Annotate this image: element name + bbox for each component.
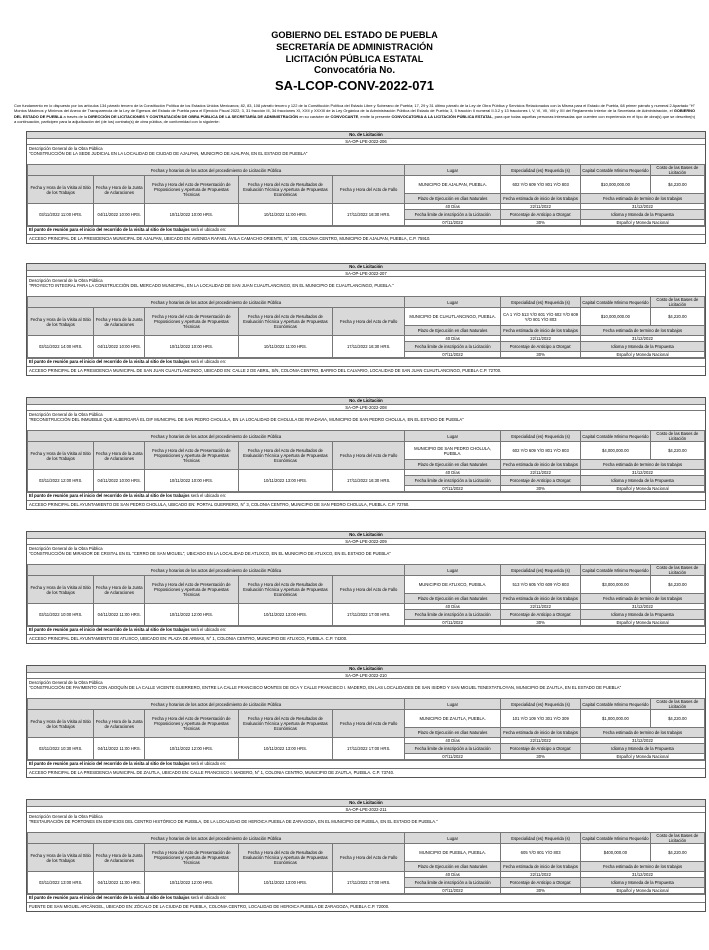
col-especialidad: Especialidad (es) Requerida (s) xyxy=(501,565,581,576)
fallo-value: 17/11/2022 16:30 HRS. xyxy=(333,470,405,492)
lugar-value: MUNICIPIO DE SAN PEDRO CHOLULA, PUEBLA. xyxy=(405,442,501,460)
fallo-value: 17/11/2022 16:30 HRS. xyxy=(333,204,405,226)
tender-table xyxy=(27,164,705,226)
col-costo: Costo de las Bases de Licitación xyxy=(650,833,704,844)
col-especialidad: Especialidad (es) Requerida (s) xyxy=(501,699,581,710)
limite-value: 07/11/2022 xyxy=(405,220,501,226)
description-label: Descripción General de la Obra Pública xyxy=(29,146,103,151)
anticipo-value: 30% xyxy=(501,888,581,894)
plazo-value: 40 Días xyxy=(405,738,501,744)
col-presentacion: Fecha y Hora del Acto de Presentación de Proposiciones y Apertura de Propuestas Técnicas xyxy=(145,710,238,738)
col-termino: Fecha estimada de termino de los trabajos xyxy=(581,194,705,204)
especialidad-value: 513 Y/O 605 Y/O 609 Y/O 803 xyxy=(501,576,581,594)
col-presentacion: Fecha y Hora del Acto de Presentación de Proposiciones y Apertura de Propuestas Técnicas xyxy=(145,442,238,470)
col-visita: Fecha y Hora de la Visita al Sitio de los Trabajos xyxy=(28,176,94,204)
lugar-value: MUNICIPIO DE ATLIXCO, PUEBLA. xyxy=(405,576,501,594)
col-idioma: Idioma y Moneda de la Propuesta xyxy=(581,476,705,486)
visita-value: 03/11/2022 10:30 HRS. xyxy=(28,738,94,760)
col-costo: Costo de las Bases de Licitación xyxy=(650,165,704,176)
header-call-label: Convocatória No. xyxy=(313,65,396,76)
col-idioma: Idioma y Moneda de la Propuesta xyxy=(581,210,705,220)
col-limite: Fecha limite de inscripción a la Licitación xyxy=(405,878,501,888)
col-anticipo: Porcentaje de Anticipo a Otorgar: xyxy=(501,342,581,352)
costo-value: $4,220.00 xyxy=(650,576,704,594)
presentacion-value: 10/11/2022 10:00 HRS. xyxy=(145,470,238,492)
col-costo: Costo de las Bases de Licitación xyxy=(650,297,704,308)
col-anticipo: Porcentaje de Anticipo a Otorgar: xyxy=(501,878,581,888)
meeting-point-label: El punto de reunión para el inicio del recorrido de la visita al sitio de los trabajos será el ubicado en: xyxy=(27,626,705,634)
col-termino: Fecha estimada de termino de los trabajos xyxy=(581,862,705,872)
visita-value: 03/11/2022 11:00 HRS. xyxy=(28,204,94,226)
termino-value: 31/12/2022 xyxy=(581,738,705,744)
col-costo: Costo de las Bases de Licitación xyxy=(650,565,704,576)
col-plazo: Plazo de Ejecución en días Naturales xyxy=(405,194,501,204)
meeting-point-address: ACCESO PRINCIPAL DE LA PRESIDENCIA MUNICIPAL DE ZAUTLA, UBICADO EN: CALLE FRANCISCO I. MADERO, N° 1, COLONIA CENTRO, MUNICIPIO DE ZAUTLA, PUEBLA. C.P. 73740. xyxy=(27,768,705,777)
description-text: "RESTAURACIÓN DE PORTONES EN EDIFICIOS DEL CENTRO HISTÓRICO DE PUEBLA, DE LA LOCALIDAD DE HEROICA PUEBLA DE ZARAGOZA, EN EL MUNICIPIO DE PUEBLA, EN EL ESTADO DE PUEBLA." xyxy=(29,819,438,824)
col-junta: Fecha y Hora de la Junta de Aclaraciones xyxy=(94,710,145,738)
limite-value: 07/11/2022 xyxy=(405,352,501,358)
anticipo-value: 30% xyxy=(501,754,581,760)
junta-value: 04/11/2022 11:00 HRS. xyxy=(94,872,145,894)
col-lugar: Lugar xyxy=(405,165,501,176)
presentacion-value: 10/11/2022 12:00 HRS. xyxy=(145,872,238,894)
meeting-point-address: ACCESO PRINCIPAL DE LA PRESIDENCIA MUNICIPAL DE SAN JUAN CUAUTLANCINGO, UBICADO EN: CALLE 2 DE ABRIL, S/N, COLONIA CENTRO, BARRIO DEL CALVARIO, LOCALIDAD DE SAN JUAN CUAUTLANCINGO, PUEBLA C.P. 72700. xyxy=(27,366,705,375)
col-plazo: Plazo de Ejecución en días Naturales xyxy=(405,460,501,470)
col-lugar: Lugar xyxy=(405,431,501,442)
plazo-value: 40 Días xyxy=(405,336,501,342)
col-capital: Capital Contable Mínimo Requerido xyxy=(581,833,651,844)
termino-value: 31/12/2022 xyxy=(581,470,705,476)
schedule-header: Fechas y horarios de los actos del procedimiento de Licitación Pública xyxy=(28,565,405,576)
col-inicio: Fecha estimada de inicio de los trabajos xyxy=(501,460,581,470)
resultados-value: 10/11/2022 11:00 HRS. xyxy=(238,204,333,226)
col-anticipo: Porcentaje de Anticipo a Otorgar: xyxy=(501,610,581,620)
col-presentacion: Fecha y Hora del Acto de Presentación de Proposiciones y Apertura de Propuestas Técnicas xyxy=(145,308,238,336)
schedule-header: Fechas y horarios de los actos del procedimiento de Licitación Pública xyxy=(28,165,405,176)
col-especialidad: Especialidad (es) Requerida (s) xyxy=(501,431,581,442)
anticipo-value: 30% xyxy=(501,352,581,358)
col-plazo: Plazo de Ejecución en días Naturales xyxy=(405,728,501,738)
tender-number-label: No. de Licitación xyxy=(27,800,705,807)
tender-block xyxy=(26,131,706,244)
tender-block xyxy=(26,665,706,778)
resultados-value: 10/11/2022 13:00 HRS. xyxy=(238,470,333,492)
col-visita: Fecha y Hora de la Visita al Sitio de los Trabajos xyxy=(28,308,94,336)
anticipo-value: 30% xyxy=(501,486,581,492)
tender-table xyxy=(27,564,705,626)
capital-value: $10,000,000.00 xyxy=(581,176,651,194)
meeting-point-address: FUENTE DE SAN MIGUEL ARCÁNGEL, UBICADO EN: ZÓCALO DE LA CIUDAD DE PUEBLA, COLONIA CENTRO, LOCALIDAD DE HEROICA PUEBLA DE ZARAGOZA, PUEBLA C.P. 72000. xyxy=(27,902,705,911)
col-especialidad: Especialidad (es) Requerida (s) xyxy=(501,297,581,308)
costo-value: $4,220.00 xyxy=(650,176,704,194)
description-text: "PROYECTO INTEGRAL PARA LA CONSTRUCCIÓN DEL MERCADO MUNICIPAL, EN LA LOCALIDAD DE SAN JUAN CUAUTLANCINGO, EN EL MUNICIPIO DE CUAUTLANCINGO, PUEBLA." xyxy=(29,283,394,288)
visita-value: 03/11/2022 10:00 HRS. xyxy=(28,604,94,626)
tender-number-label: No. de Licitación xyxy=(27,264,705,271)
plazo-value: 40 Días xyxy=(405,872,501,878)
tender-table xyxy=(27,698,705,760)
idioma-value: Español y Moneda Nacional xyxy=(581,486,705,492)
junta-value: 04/11/2022 10:00 HRS. xyxy=(94,470,145,492)
visita-value: 03/11/2022 13:00 HRS. xyxy=(28,872,94,894)
meeting-point-address: ACCESO PRINCIPAL DEL AYUNTAMIENTO DE SAN PEDRO CHOLULA, UBICADO EN: PORTAL GUERRERO, N° 3, COLONIA CENTRO, MUNICIPIO DE SAN PEDRO CHOLULA, PUEBLA. C.P. 72760. xyxy=(27,500,705,509)
meeting-point-address: ACCESO PRINCIPAL DE LA PRESIDENCIA MUNICIPAL DE AJALPAN, UBICADO EN: AVENIDA RAFAEL ÁVILA CAMACHO ORIENTE, N° 105, COLONIA CENTRO, MUNICIPIO DE AJALPAN, PUEBLA, C.P. 75910. xyxy=(27,234,705,243)
lugar-value: MUNICIPIO DE ZAUTLA, PUEBLA. xyxy=(405,710,501,728)
limite-value: 07/11/2022 xyxy=(405,620,501,626)
schedule-header: Fechas y horarios de los actos del procedimiento de Licitación Pública xyxy=(28,297,405,308)
lugar-value: MUNICIPIO DE CUAUTLANCINGO, PUEBLA. xyxy=(405,308,501,326)
fallo-value: 17/11/2022 17:00 HRS. xyxy=(333,738,405,760)
intro-paragraph: Con fundamento en lo dispuesto por los artículos 134 párrafo tercero de la Constitución Política de los Estados Unidos Mexicanos; 82, 83, 108 párrafo tercero y 122 de la Constitución Política del Estado Libre y Soberano de Puebla; 17, 29 y 31 último párrafo de la Ley de Obra Pública y Servicios Relacionados con la Misma para el Estado de Puebla, 68 primer párrafo y numeral 2 Apartado "H" Montos Máximos y Mínimos del Anexo de Transparencia de la Ley de Egresos del Estado de Puebla para el Ejercicio Fiscal 2022; 3, 31 fracción III, 34 fracciones XI, XXII y XXXIII de la Ley Orgánica de la Administración Pública del Estado de Puebla; 3, 5 fracción II numeral II.3.2 y 13 fracciones I, V, VI, VII, VIII y XII del Reglamento Interior de la Secretaría de Administración, el GOBIERNO DEL ESTADO DE PUEBLA a través de la DIRECCIÓN DE LICITACIONES Y CONTRATACIÓN DE OBRA PÚBLICA DE LA SECRETARÍA DE ADMINISTRACIÓN en su carácter de CONVOCANTE, emite la presente CONVOCATORIA A LA LICITACIÓN PÚBLICA ESTATAL, para que todas aquellas personas interesadas que cuenten con experiencia en el tipo de obra(s) que se describe(n) a continuación, participen para la adjudicación del (de los) contrato(s) de obra pública, de conformidad con lo siguiente: xyxy=(14,103,695,125)
header-call-number: SA-LCOP-CONV-2022-071 xyxy=(275,78,434,93)
col-especialidad: Especialidad (es) Requerida (s) xyxy=(501,833,581,844)
presentacion-value: 10/11/2022 10:00 HRS. xyxy=(145,336,238,358)
termino-value: 31/12/2022 xyxy=(581,872,705,878)
costo-value: $4,220.00 xyxy=(650,442,704,460)
termino-value: 31/12/2022 xyxy=(581,336,705,342)
especialidad-value: 101 Y/O 109 Y/O 301 Y/O 309 xyxy=(501,710,581,728)
especialidad-value: 602 Y/O 609 Y/O 801 Y/O 803 xyxy=(501,176,581,194)
col-visita: Fecha y Hora de la Visita al Sitio de los Trabajos xyxy=(28,710,94,738)
tender-block xyxy=(26,397,706,510)
lugar-value: MUNICIPIO DE AJALPAN, PUEBLA. xyxy=(405,176,501,194)
junta-value: 04/11/2022 10:00 HRS. xyxy=(94,204,145,226)
col-inicio: Fecha estimada de inicio de los trabajos xyxy=(501,728,581,738)
meeting-point-label: El punto de reunión para el inicio del recorrido de la visita al sitio de los trabajos será el ubicado en: xyxy=(27,358,705,366)
col-inicio: Fecha estimada de inicio de los trabajos xyxy=(501,862,581,872)
presentacion-value: 10/11/2022 10:00 HRS. xyxy=(145,204,238,226)
col-fallo: Fecha y Hora del Acto de Fallo xyxy=(333,442,405,470)
col-capital: Capital Contable Mínimo Requerido xyxy=(581,699,651,710)
description-text: "RECONSTRUCCIÓN DEL INMUEBLE QUE ALBERGARÁ EL DIF MUNICIPAL DE SAN PEDRO CHOLULA, EN LA LOCALIDAD DE CHOLULA DE RIVADAVIA, MUNICIPIO DE SAN PEDRO CHOLULA, EN EL ESTADO DE PUEBLA" xyxy=(29,417,464,422)
col-resultados: Fecha y Hora del Acto de Resultados de Evaluación Técnica y Apertura de Propuestas Económicas xyxy=(238,176,333,204)
description-label: Descripción General de la Obra Pública xyxy=(29,814,103,819)
schedule-header: Fechas y horarios de los actos del procedimiento de Licitación Pública xyxy=(28,699,405,710)
col-resultados: Fecha y Hora del Acto de Resultados de Evaluación Técnica y Apertura de Propuestas Económicas xyxy=(238,308,333,336)
description-text: "CONSTRUCCIÓN DE LA SEDE JUDICIAL EN LA LOCALIDAD DE CIUDAD DE AJALPAN, MUNICIPIO DE AJALPAN, EN EL ESTADO DE PUEBLA" xyxy=(29,151,308,156)
col-lugar: Lugar xyxy=(405,699,501,710)
col-inicio: Fecha estimada de inicio de los trabajos xyxy=(501,594,581,604)
col-capital: Capital Contable Mínimo Requerido xyxy=(581,565,651,576)
description-label: Descripción General de la Obra Pública xyxy=(29,278,103,283)
plazo-value: 40 Días xyxy=(405,604,501,610)
description-label: Descripción General de la Obra Pública xyxy=(29,546,103,551)
limite-value: 07/11/2022 xyxy=(405,754,501,760)
col-plazo: Plazo de Ejecución en días Naturales xyxy=(405,326,501,336)
resultados-value: 10/11/2022 13:00 HRS. xyxy=(238,738,333,760)
tender-table xyxy=(27,430,705,492)
tender-number-label: No. de Licitación xyxy=(27,398,705,405)
meeting-point-label: El punto de reunión para el inicio del recorrido de la visita al sitio de los trabajos será el ubicado en: xyxy=(27,760,705,768)
inicio-value: 22/11/2022 xyxy=(501,738,581,744)
col-termino: Fecha estimada de termino de los trabajos xyxy=(581,594,705,604)
limite-value: 07/11/2022 xyxy=(405,888,501,894)
visita-value: 03/11/2022 12:00 HRS. xyxy=(28,470,94,492)
inicio-value: 22/11/2022 xyxy=(501,470,581,476)
inicio-value: 22/11/2022 xyxy=(501,336,581,342)
col-junta: Fecha y Hora de la Junta de Aclaraciones xyxy=(94,576,145,604)
col-lugar: Lugar xyxy=(405,833,501,844)
plazo-value: 40 Días xyxy=(405,204,501,210)
tender-number: SA-OP-LPE-2022-207 xyxy=(27,271,705,278)
col-visita: Fecha y Hora de la Visita al Sitio de los Trabajos xyxy=(28,844,94,872)
schedule-header: Fechas y horarios de los actos del procedimiento de Licitación Pública xyxy=(28,431,405,442)
tender-block xyxy=(26,531,706,644)
capital-value: $10,000,000.00 xyxy=(581,308,651,326)
tender-table xyxy=(27,296,705,358)
col-capital: Capital Contable Mínimo Requerido xyxy=(581,165,651,176)
termino-value: 31/12/2022 xyxy=(581,204,705,210)
col-resultados: Fecha y Hora del Acto de Resultados de Evaluación Técnica y Apertura de Propuestas Económicas xyxy=(238,844,333,872)
capital-value: $1,000,000.00 xyxy=(581,710,651,728)
col-costo: Costo de las Bases de Licitación xyxy=(650,699,704,710)
meeting-point-address: ACCESO PRINCIPAL DEL AYUNTAMIENTO DE ATLIXCO, UBICADO EN: PLAZA DE ARMAS, N° 1, COLONIA CENTRO, MUNICIPIO DE ATLIXCO, PUEBLA. C.P. 74200. xyxy=(27,634,705,643)
document-header xyxy=(0,0,709,94)
plazo-value: 40 Días xyxy=(405,470,501,476)
col-junta: Fecha y Hora de la Junta de Aclaraciones xyxy=(94,176,145,204)
col-junta: Fecha y Hora de la Junta de Aclaraciones xyxy=(94,308,145,336)
col-termino: Fecha estimada de termino de los trabajos xyxy=(581,326,705,336)
col-limite: Fecha limite de inscripción a la Licitación xyxy=(405,476,501,486)
junta-value: 04/11/2022 11:00 HRS. xyxy=(94,738,145,760)
header-tender-type: LICITACIÓN PÚBLICA ESTATAL xyxy=(285,54,424,64)
col-resultados: Fecha y Hora del Acto de Resultados de Evaluación Técnica y Apertura de Propuestas Económicas xyxy=(238,576,333,604)
meeting-point-label: El punto de reunión para el inicio del recorrido de la visita al sitio de los trabajos será el ubicado en: xyxy=(27,492,705,500)
col-visita: Fecha y Hora de la Visita al Sitio de los Trabajos xyxy=(28,442,94,470)
idioma-value: Español y Moneda Nacional xyxy=(581,620,705,626)
limite-value: 07/11/2022 xyxy=(405,486,501,492)
tender-number: SA-OP-LPE-2022-210 xyxy=(27,673,705,680)
col-lugar: Lugar xyxy=(405,565,501,576)
tender-block xyxy=(26,799,706,912)
inicio-value: 22/11/2022 xyxy=(501,604,581,610)
col-visita: Fecha y Hora de la Visita al Sitio de los Trabajos xyxy=(28,576,94,604)
col-inicio: Fecha estimada de inicio de los trabajos xyxy=(501,326,581,336)
especialidad-value: 605 Y/O 801 Y/O 803 xyxy=(501,844,581,862)
col-presentacion: Fecha y Hora del Acto de Presentación de Proposiciones y Apertura de Propuestas Técnicas xyxy=(145,844,238,872)
description-label: Descripción General de la Obra Pública xyxy=(29,680,103,685)
col-presentacion: Fecha y Hora del Acto de Presentación de Proposiciones y Apertura de Propuestas Técnicas xyxy=(145,176,238,204)
col-termino: Fecha estimada de termino de los trabajos xyxy=(581,460,705,470)
anticipo-value: 30% xyxy=(501,620,581,626)
tender-number: SA-OP-LPE-2022-209 xyxy=(27,539,705,546)
col-fallo: Fecha y Hora del Acto de Fallo xyxy=(333,576,405,604)
costo-value: $4,220.00 xyxy=(650,844,704,862)
col-idioma: Idioma y Moneda de la Propuesta xyxy=(581,744,705,754)
col-plazo: Plazo de Ejecución en días Naturales xyxy=(405,862,501,872)
description-text: "CONSTRUCCIÓN DE MIRADOR DE CRISTAL EN EL "CERRO DE SAN MIGUEL", UBICADO EN LA LOCALIDAD DE ATLIXCO, EN EL MUNICIPIO DE ATLIXCO, EN EL ESTADO DE PUEBLA" xyxy=(29,551,391,556)
idioma-value: Español y Moneda Nacional xyxy=(581,888,705,894)
col-resultados: Fecha y Hora del Acto de Resultados de Evaluación Técnica y Apertura de Propuestas Económicas xyxy=(238,442,333,470)
col-anticipo: Porcentaje de Anticipo a Otorgar: xyxy=(501,744,581,754)
col-junta: Fecha y Hora de la Junta de Aclaraciones xyxy=(94,442,145,470)
costo-value: $4,220.00 xyxy=(650,710,704,728)
tender-number-label: No. de Licitación xyxy=(27,532,705,539)
idioma-value: Español y Moneda Nacional xyxy=(581,352,705,358)
description-text: "CONSTRUCCIÓN DE PAVIMENTO CON ADOQUÍN DE LA CALLE VICENTE GUERRERO, ENTRE LA CALLE FRANCISCO MONTES DE OCA Y CALLE FRANCISCO I. MADERO, EN LAS LOCALIDADES DE SAN ISIDRO Y SAN MIGUEL TENEXTATILOYAN, MUNICIPIO DE ZAUTLA, EN EL ESTADO DE PUEBLA" xyxy=(29,685,622,690)
col-capital: Capital Contable Mínimo Requerido xyxy=(581,431,651,442)
col-idioma: Idioma y Moneda de la Propuesta xyxy=(581,610,705,620)
junta-value: 04/11/2022 10:00 HRS. xyxy=(94,336,145,358)
termino-value: 31/12/2022 xyxy=(581,604,705,610)
col-presentacion: Fecha y Hora del Acto de Presentación de Proposiciones y Apertura de Propuestas Técnicas xyxy=(145,576,238,604)
meeting-point-label: El punto de reunión para el inicio del recorrido de la visita al sitio de los trabajos será el ubicado en: xyxy=(27,226,705,234)
col-anticipo: Porcentaje de Anticipo a Otorgar: xyxy=(501,476,581,486)
col-fallo: Fecha y Hora del Acto de Fallo xyxy=(333,710,405,738)
fallo-value: 17/11/2022 17:00 HRS. xyxy=(333,604,405,626)
col-lugar: Lugar xyxy=(405,297,501,308)
capital-value: $4,000,000.00 xyxy=(581,442,651,460)
lugar-value: MUNICIPIO DE PUEBLA, PUEBLA. xyxy=(405,844,501,862)
tender-number: SA-OP-LPE-2022-208 xyxy=(27,405,705,412)
anticipo-value: 30% xyxy=(501,220,581,226)
resultados-value: 10/11/2022 11:00 HRS. xyxy=(238,336,333,358)
tender-number: SA-OP-LPE-2022-206 xyxy=(27,139,705,146)
col-especialidad: Especialidad (es) Requerida (s) xyxy=(501,165,581,176)
costo-value: $4,220.00 xyxy=(650,308,704,326)
inicio-value: 22/11/2022 xyxy=(501,204,581,210)
meeting-point-label: El punto de reunión para el inicio del recorrido de la visita al sitio de los trabajos será el ubicado en: xyxy=(27,894,705,902)
header-secretariat: SECRETARÍA DE ADMINISTRACIÓN xyxy=(276,42,433,52)
col-resultados: Fecha y Hora del Acto de Resultados de Evaluación Técnica y Apertura de Propuestas Económicas xyxy=(238,710,333,738)
col-fallo: Fecha y Hora del Acto de Fallo xyxy=(333,176,405,204)
schedule-header: Fechas y horarios de los actos del procedimiento de Licitación Pública xyxy=(28,833,405,844)
col-limite: Fecha limite de inscripción a la Licitación xyxy=(405,610,501,620)
especialidad-value: CA 1 Y/O 513 Y/O 601 Y/O 602 Y/O 609 Y/O 801 Y/O 803 xyxy=(501,308,581,326)
tender-block xyxy=(26,263,706,376)
resultados-value: 10/11/2022 13:00 HRS. xyxy=(238,872,333,894)
resultados-value: 10/11/2022 13:00 HRS. xyxy=(238,604,333,626)
col-junta: Fecha y Hora de la Junta de Aclaraciones xyxy=(94,844,145,872)
capital-value: $3,000,000.00 xyxy=(581,576,651,594)
description-label: Descripción General de la Obra Pública xyxy=(29,412,103,417)
col-limite: Fecha limite de inscripción a la Licitación xyxy=(405,342,501,352)
tender-number-label: No. de Licitación xyxy=(27,666,705,673)
fallo-value: 17/11/2022 17:00 HRS. xyxy=(333,872,405,894)
col-idioma: Idioma y Moneda de la Propuesta xyxy=(581,878,705,888)
col-termino: Fecha estimada de termino de los trabajos xyxy=(581,728,705,738)
tender-number-label: No. de Licitación xyxy=(27,132,705,139)
col-limite: Fecha limite de inscripción a la Licitación xyxy=(405,744,501,754)
col-anticipo: Porcentaje de Anticipo a Otorgar: xyxy=(501,210,581,220)
col-costo: Costo de las Bases de Licitación xyxy=(650,431,704,442)
col-fallo: Fecha y Hora del Acto de Fallo xyxy=(333,844,405,872)
header-government: GOBIERNO DEL ESTADO DE PUEBLA xyxy=(271,30,438,40)
idioma-value: Español y Moneda Nacional xyxy=(581,754,705,760)
col-plazo: Plazo de Ejecución en días Naturales xyxy=(405,594,501,604)
presentacion-value: 10/11/2022 12:00 HRS. xyxy=(145,604,238,626)
especialidad-value: 602 Y/O 609 Y/O 801 Y/O 803 xyxy=(501,442,581,460)
tender-number: SA-OP-LPE-2022-211 xyxy=(27,807,705,814)
col-fallo: Fecha y Hora del Acto de Fallo xyxy=(333,308,405,336)
col-capital: Capital Contable Mínimo Requerido xyxy=(581,297,651,308)
junta-value: 04/11/2022 11:00 HRS. xyxy=(94,604,145,626)
idioma-value: Español y Moneda Nacional xyxy=(581,220,705,226)
fallo-value: 17/11/2022 16:30 HRS. xyxy=(333,336,405,358)
tender-table xyxy=(27,832,705,894)
capital-value: $400,000.00 xyxy=(581,844,651,862)
col-limite: Fecha limite de inscripción a la Licitación xyxy=(405,210,501,220)
presentacion-value: 10/11/2022 12:00 HRS. xyxy=(145,738,238,760)
col-inicio: Fecha estimada de inicio de los trabajos xyxy=(501,194,581,204)
inicio-value: 22/11/2022 xyxy=(501,872,581,878)
col-idioma: Idioma y Moneda de la Propuesta xyxy=(581,342,705,352)
visita-value: 03/11/2022 14:00 HRS. xyxy=(28,336,94,358)
